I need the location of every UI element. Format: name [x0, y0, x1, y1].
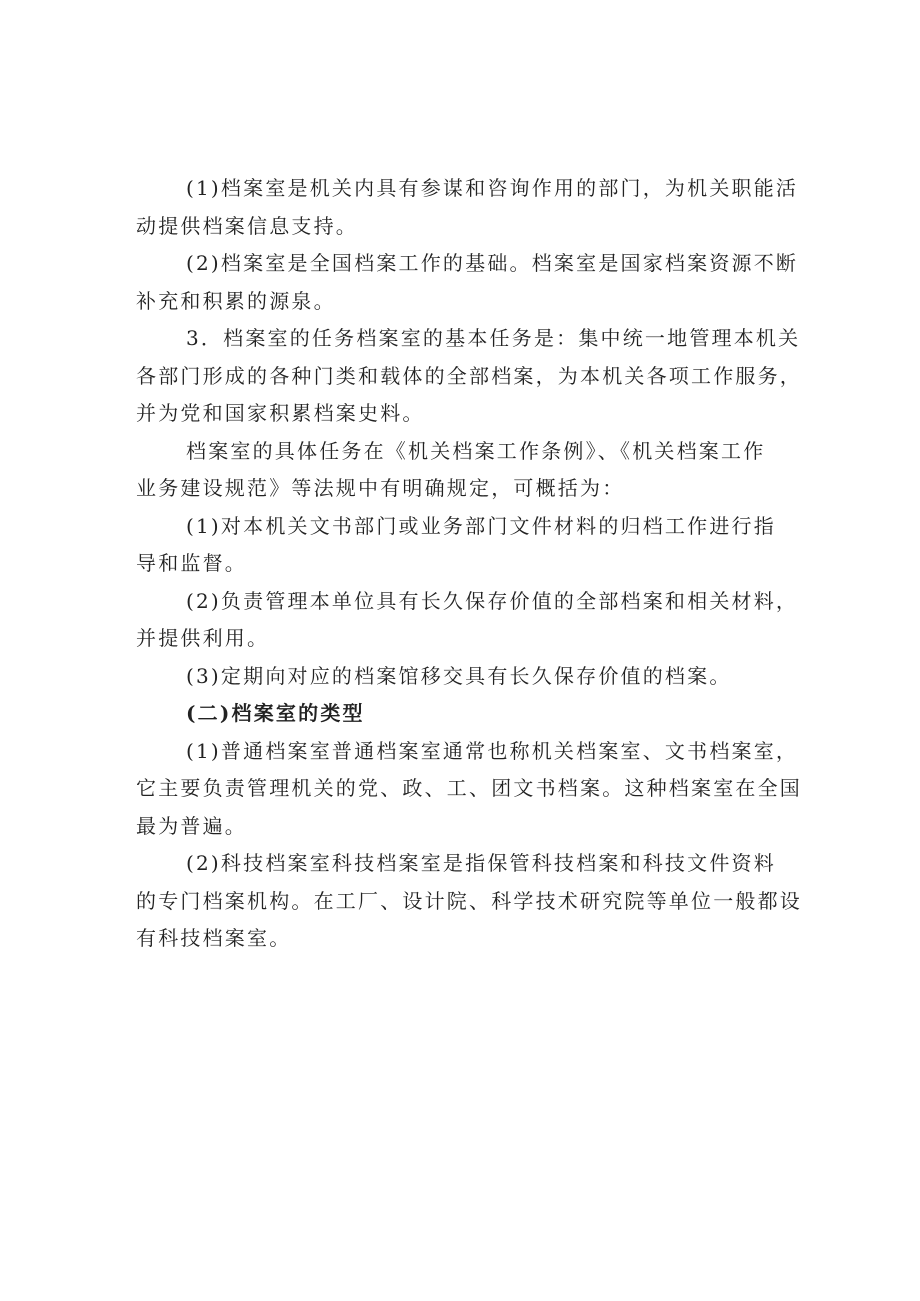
paragraph-task-guidance: [136, 508, 796, 583]
text-line: 的专门档案机构。在工厂、设计院、科学技术研究院等单位一般都设: [136, 888, 802, 913]
text-line: (2)负责管理本单位具有长久保存价值的全部档案和相关材料，: [186, 588, 799, 613]
text-line: 3．档案室的任务档案室的基本任务是：集中统一地管理本机关: [186, 326, 801, 350]
text-line: (1)档案室是机关内具有参谋和咨询作用的部门，为机关职能活: [186, 176, 799, 200]
section-heading-archive-types: [136, 695, 796, 733]
text-line: 业务建设规范》等法规中有明确规定，可概括为：: [136, 476, 625, 500]
text-line: 导和监督。: [136, 551, 247, 575]
text-line: 档案室的具体任务在《机关档案工作条例》、《机关档案工作: [186, 438, 766, 463]
heading-text: (二)档案室的类型: [186, 701, 365, 725]
paragraph-archive-role-foundation: [136, 245, 799, 320]
paragraph-archive-role-staff: [136, 170, 799, 245]
text-line: (2)档案室是全国档案工作的基础。档案室是国家档案资源不断: [186, 251, 799, 275]
text-line: (3)定期向对应的档案馆移交具有长久保存价值的档案。: [186, 663, 732, 688]
text-line: 动提供档案信息支持。: [136, 213, 358, 238]
text-line: (2)科技档案室科技档案室是指保管科技档案和科技文件资料: [186, 851, 776, 875]
paragraph-tech-archive: [136, 845, 802, 958]
document-body: [136, 170, 802, 958]
text-line: 有科技档案室。: [136, 926, 292, 950]
text-line: 它主要负责管理机关的党、政、工、团文书档案。这种档案室在全国: [136, 776, 802, 800]
text-line: 各部门形成的各种门类和载体的全部档案，为本机关各项工作服务，: [136, 363, 802, 388]
paragraph-archive-tasks: [136, 320, 802, 433]
text-line: 并提供利用。: [136, 626, 270, 650]
paragraph-task-transfer: [136, 658, 796, 696]
paragraph-task-management: [136, 583, 799, 658]
paragraph-general-archive: [136, 733, 802, 846]
text-line: 最为普遍。: [136, 813, 247, 838]
paragraph-specific-tasks: [136, 433, 796, 508]
text-line: 并为党和国家积累档案史料。: [136, 401, 425, 425]
text-line: 补充和积累的源泉。: [136, 288, 336, 313]
text-line: (1)普通档案室普通档案室通常也称机关档案室、文书档案室，: [186, 738, 799, 763]
text-line: (1)对本机关文书部门或业务部门文件材料的归档工作进行指: [186, 513, 776, 538]
